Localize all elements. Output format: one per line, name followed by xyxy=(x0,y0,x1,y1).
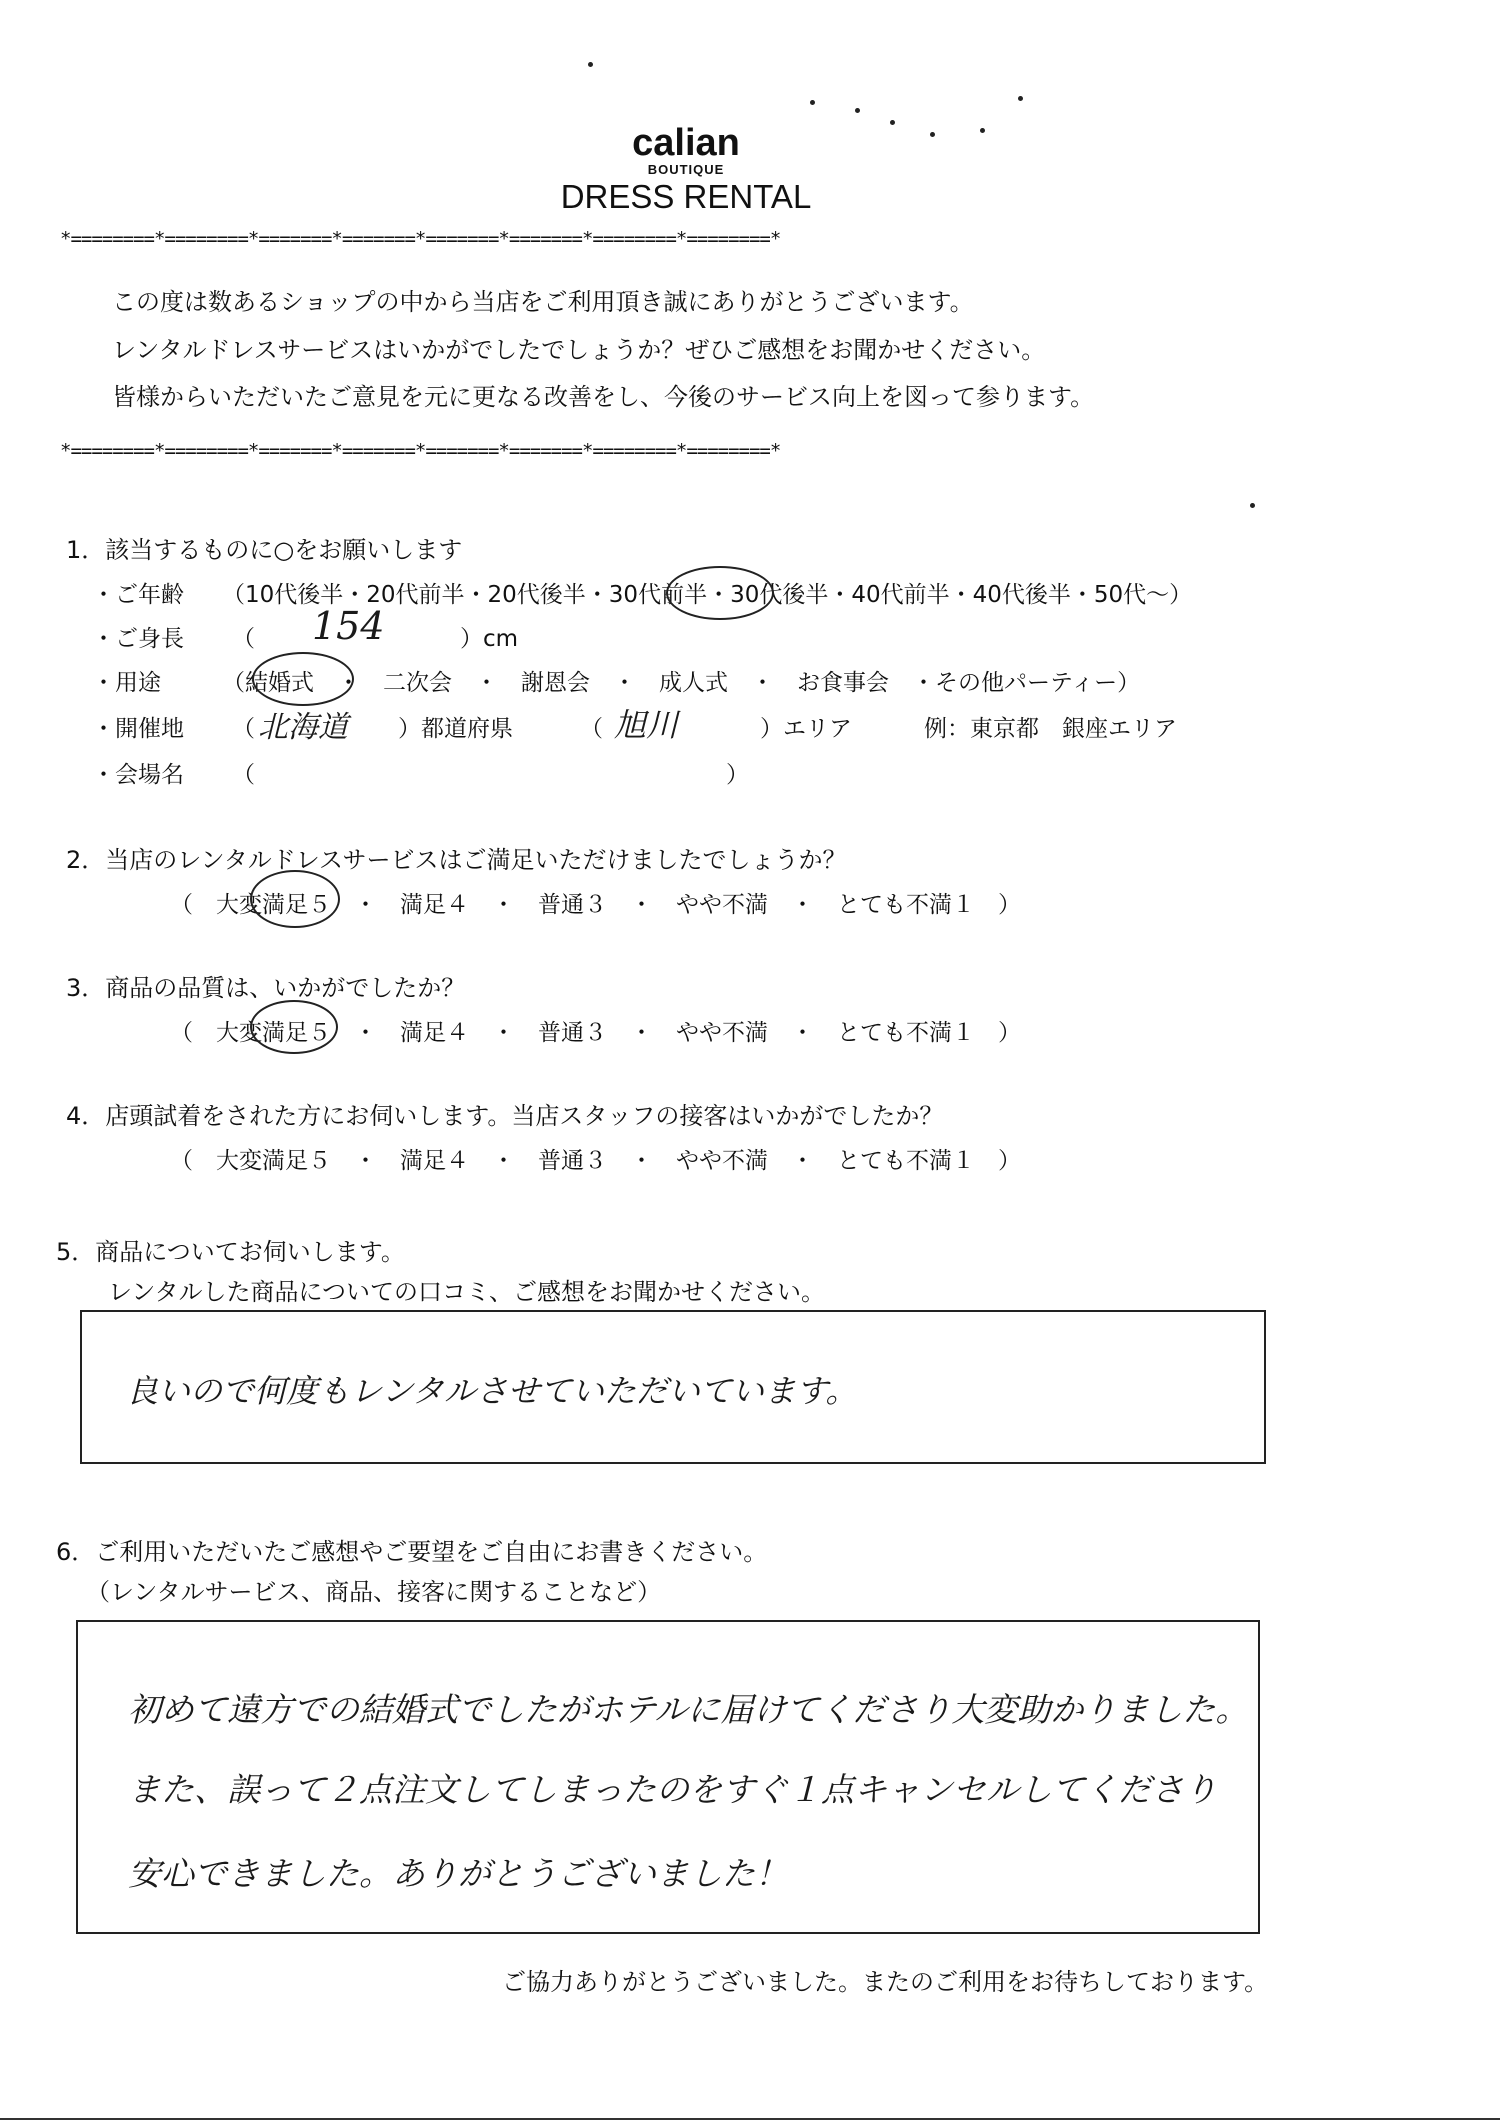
footer-thanks: ご協力ありがとうございました。またのご利用をお待ちしております。 xyxy=(502,1968,1269,1996)
logo-subtitle: BOUTIQUE xyxy=(647,162,725,177)
age-label: ・ご年齢 xyxy=(92,582,184,608)
q5-title: 5．商品についてお伺いします。 xyxy=(56,1238,405,1266)
q6-answer-line-1: 初めて遠方での結婚式でしたがホテルに届けてくださり大変助かりました。 xyxy=(128,1690,1249,1729)
q6-title: 6．ご利用いただいたご感想やご要望をご自由にお書きください。 xyxy=(56,1538,768,1566)
hall-open-paren: （ xyxy=(232,762,255,788)
q3-options: （ 大変満足５ ・ 満足４ ・ 普通３ ・ やや不満 ・ とても不満１ ） xyxy=(170,1020,1021,1046)
age-selected-circle xyxy=(666,566,774,620)
q4-title: 4．店頭試着をされた方にお伺いします。当店スタッフの接客はいかがでしたか？ xyxy=(66,1102,944,1130)
q5-answer: 良いので何度もレンタルさせていただいています。 xyxy=(126,1372,858,1410)
venue-prefecture-suffix: ）都道府県 xyxy=(398,716,513,742)
venue-example: 例：東京都 銀座エリア xyxy=(924,716,1177,742)
q6-answer-line-2: また、誤って２点注文してしまったのをすぐ１点キャンセルしてくださり xyxy=(128,1770,1217,1809)
scan-speck xyxy=(810,100,815,105)
q2-options: （ 大変満足５ ・ 満足４ ・ 普通３ ・ やや不満 ・ とても不満１ ） xyxy=(170,892,1021,918)
venue-prefecture-value: 北海道 xyxy=(258,710,348,745)
q4-options: （ 大変満足５ ・ 満足４ ・ 普通３ ・ やや不満 ・ とても不満１ ） xyxy=(170,1148,1021,1174)
scan-speck xyxy=(1018,96,1023,101)
divider-bottom: *========*========*=======*=======*=======*=======*========*========* xyxy=(60,440,781,462)
logo-dress-rental: DRESS RENTAL xyxy=(560,178,812,215)
q2-selected-circle xyxy=(250,870,340,928)
intro-line-1: この度は数あるショップの中から当店をご利用頂き誠にありがとうございます。 xyxy=(112,288,974,316)
purpose-options: （結婚式 ・ 二次会 ・ 謝恩会 ・ 成人式 ・ お食事会 ・その他パーティー） xyxy=(222,670,1141,696)
footer-rule xyxy=(0,2118,1500,2120)
height-value: 154 xyxy=(312,604,385,648)
venue-open-paren: （ xyxy=(232,716,255,742)
divider-top: *========*========*=======*=======*=======*=======*========*========* xyxy=(60,228,781,250)
intro-line-2: レンタルドレスサービスはいかがでしたでしょうか？ぜひご感想をお聞かせください。 xyxy=(112,336,1046,364)
venue-area-value: 旭川 xyxy=(614,706,679,744)
intro-line-3: 皆様からいただいたご意見を元に更なる改善をし、今後のサービス向上を図って参ります。 xyxy=(112,383,1095,411)
venue-area-open-paren: （ xyxy=(580,716,603,742)
hall-label: ・会場名 xyxy=(92,762,184,788)
scan-speck xyxy=(588,62,593,67)
q6-answer-line-3: 安心できました。ありがとうございました！ xyxy=(128,1854,788,1893)
q5-subtitle: レンタルした商品についての口コミ、ご感想をお聞かせください。 xyxy=(108,1278,825,1306)
q1-title: 1．該当するものに○をお願いします xyxy=(66,536,463,564)
height-label: ・ご身長 xyxy=(92,626,184,652)
logo-name: calian xyxy=(632,122,740,164)
scan-speck xyxy=(855,108,860,113)
purpose-label: ・用途 xyxy=(92,670,161,696)
q3-title: 3．商品の品質は、いかがでしたか？ xyxy=(66,974,466,1002)
q6-subtitle: （レンタルサービス、商品、接客に関することなど） xyxy=(86,1578,662,1606)
venue-area-suffix: ）エリア xyxy=(760,716,852,742)
scan-speck xyxy=(1250,503,1255,508)
hall-close-paren: ） xyxy=(726,762,749,788)
purpose-selected-circle xyxy=(252,652,354,706)
height-open-paren: （ xyxy=(232,626,255,652)
age-options: （10代後半・20代前半・20代後半・30代前半・30代後半・40代前半・40代後半・50代～） xyxy=(222,582,1193,608)
q3-selected-circle xyxy=(250,1000,338,1054)
venue-label: ・開催地 xyxy=(92,716,184,742)
height-unit: ）cm xyxy=(460,626,519,652)
q2-title: 2．当店のレンタルドレスサービスはご満足いただけましたでしょうか？ xyxy=(66,846,847,874)
